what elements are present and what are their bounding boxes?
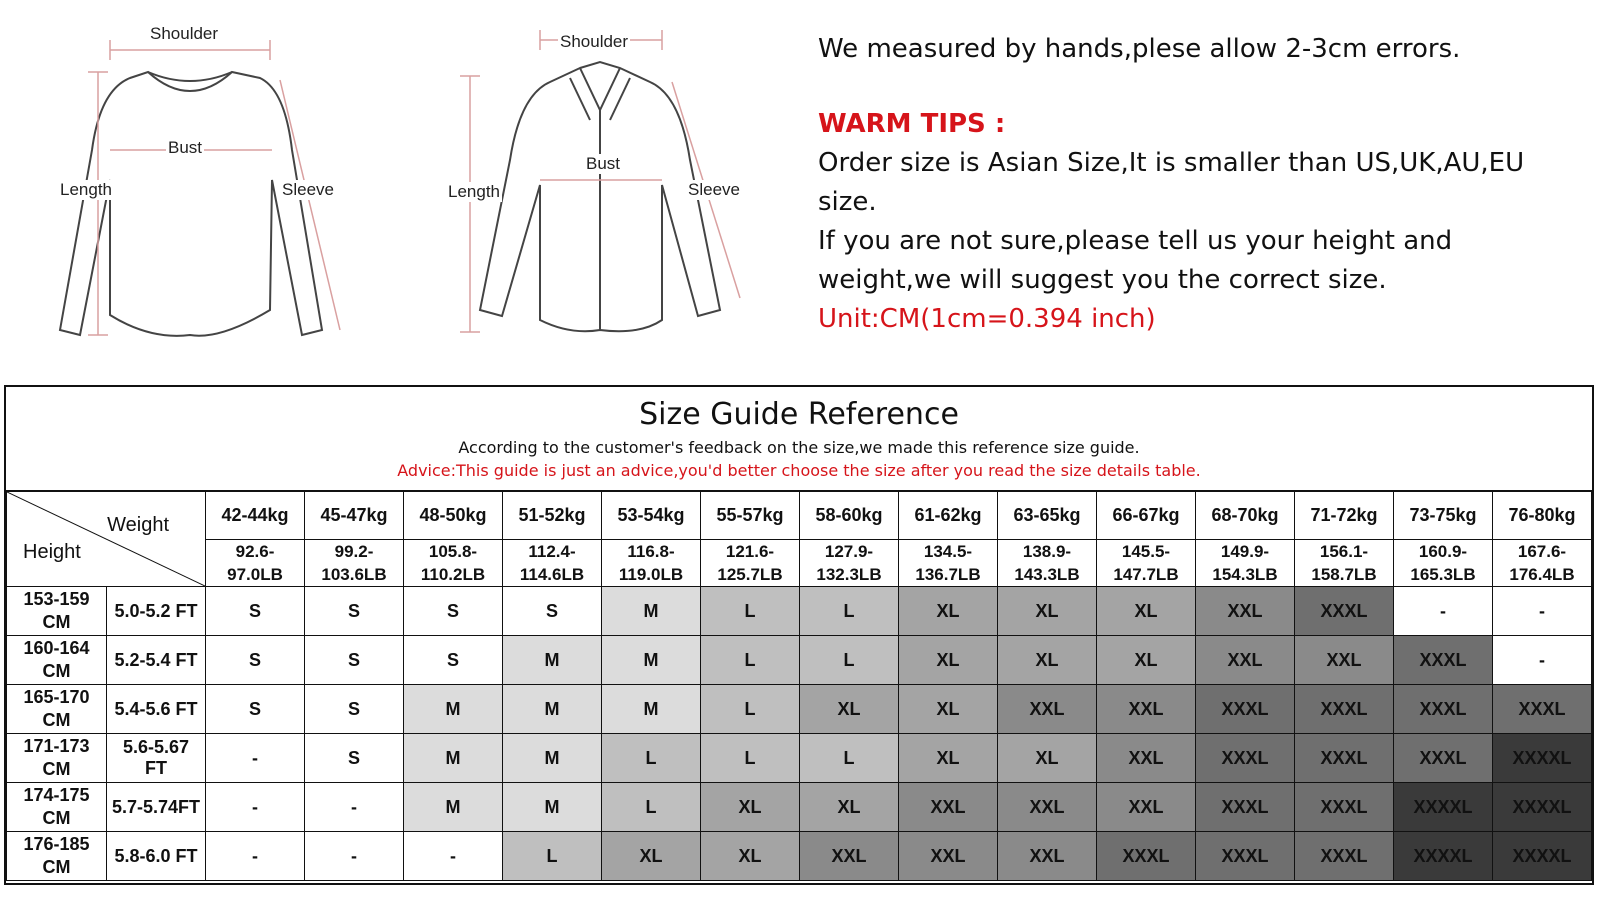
size-cell: L (701, 636, 800, 685)
size-cell: XL (998, 587, 1097, 636)
weight-lb-header: 121.6- 125.7LB (701, 540, 800, 587)
size-cell: XXL (1097, 685, 1196, 734)
size-cell: XXXL (1196, 685, 1295, 734)
size-cell: XXXL (1196, 783, 1295, 832)
size-cell: XXXL (1196, 832, 1295, 881)
asian-size-tip: Order size is Asian Size,It is smaller than US,UK,AU,EU size. (818, 148, 1525, 217)
size-cell: M (404, 685, 503, 734)
weight-lb-header: 145.5- 147.7LB (1097, 540, 1196, 587)
measurement-notes (818, 30, 1578, 339)
weight-kg-header: 61-62kg (899, 492, 998, 540)
size-cell: - (305, 832, 404, 881)
weight-lb-header: 167.6- 176.4LB (1493, 540, 1592, 587)
size-guide-title: Size Guide Reference (639, 397, 959, 432)
size-cell: XXXL (1295, 832, 1394, 881)
weight-lb-header: 156.1- 158.7LB (1295, 540, 1394, 587)
size-cell: - (1493, 587, 1592, 636)
size-cell: XXXL (1394, 734, 1493, 783)
weight-lb-header: 92.6- 97.0LB (206, 540, 305, 587)
size-cell: L (602, 734, 701, 783)
size-cell: XL (998, 734, 1097, 783)
size-cell: M (503, 685, 602, 734)
size-cell: XL (899, 734, 998, 783)
weight-kg-header: 66-67kg (1097, 492, 1196, 540)
weight-lb-header: 149.9- 154.3LB (1196, 540, 1295, 587)
height-cm-cell: 160-164 CM (7, 636, 107, 685)
unit-note: Unit:CM(1cm=0.394 inch) (818, 304, 1156, 334)
size-cell: L (800, 734, 899, 783)
size-cell: S (305, 636, 404, 685)
size-cell: L (503, 832, 602, 881)
size-cell: L (701, 734, 800, 783)
height-ft-cell: 5.4-5.6 FT (107, 685, 206, 734)
shirt-length-label: Length (448, 182, 500, 201)
size-cell: XL (998, 636, 1097, 685)
shirt-sleeve-label: Sleeve (688, 180, 740, 199)
tshirt-length-label: Length (60, 180, 112, 199)
size-cell: XXXXL (1394, 783, 1493, 832)
size-cell: XXXL (1295, 587, 1394, 636)
size-cell: XXL (899, 783, 998, 832)
table-row (7, 734, 1592, 783)
height-cm-cell: 171-173 CM (7, 734, 107, 783)
weight-kg-header: 48-50kg (404, 492, 503, 540)
weight-kg-header: 55-57kg (701, 492, 800, 540)
size-cell: XL (899, 685, 998, 734)
size-guide-advice: Advice:This guide is just an advice,you'd better choose the size after you read the size details table. (397, 461, 1201, 480)
size-cell: XXXL (1394, 685, 1493, 734)
size-grid-body (7, 587, 1592, 881)
size-cell: XL (602, 832, 701, 881)
weight-height-corner (7, 492, 206, 587)
weight-kg-header: 53-54kg (602, 492, 701, 540)
size-cell: - (206, 832, 305, 881)
size-cell: XXL (998, 832, 1097, 881)
size-cell: - (206, 783, 305, 832)
size-cell: XXXL (1295, 734, 1394, 783)
weight-lb-header: 116.8- 119.0LB (602, 540, 701, 587)
shirt-measurement-figure (440, 10, 780, 360)
size-cell: XL (1097, 636, 1196, 685)
size-cell: M (503, 783, 602, 832)
tshirt-sleeve-label: Sleeve (282, 180, 334, 199)
size-cell: L (602, 783, 701, 832)
size-cell: S (503, 587, 602, 636)
size-cell: M (404, 783, 503, 832)
size-cell: XXL (998, 783, 1097, 832)
size-cell: XXXXL (1493, 734, 1592, 783)
size-cell: XXXL (1295, 685, 1394, 734)
weight-kg-header: 73-75kg (1394, 492, 1493, 540)
weight-kg-header: 58-60kg (800, 492, 899, 540)
size-cell: XL (800, 685, 899, 734)
height-cm-cell: 153-159 CM (7, 587, 107, 636)
size-cell: XXXXL (1493, 832, 1592, 881)
size-cell: S (404, 587, 503, 636)
table-row (7, 685, 1592, 734)
size-cell: XXXXL (1493, 783, 1592, 832)
weight-lb-header: 99.2- 103.6LB (305, 540, 404, 587)
size-cell: - (1394, 587, 1493, 636)
size-cell: M (503, 636, 602, 685)
weight-kg-header: 76-80kg (1493, 492, 1592, 540)
size-guide-subtitle: According to the customer's feedback on the size,we made this reference size guide. (458, 438, 1140, 457)
tshirt-measurement-figure (40, 10, 380, 360)
table-row (7, 587, 1592, 636)
size-cell: S (206, 685, 305, 734)
size-cell: XXL (1196, 587, 1295, 636)
tshirt-shoulder-label: Shoulder (150, 24, 219, 43)
size-cell: - (305, 783, 404, 832)
size-cell: M (503, 734, 602, 783)
size-cell: S (206, 587, 305, 636)
weight-lb-header: 105.8- 110.2LB (404, 540, 503, 587)
table-row (7, 832, 1592, 881)
size-cell: XL (800, 783, 899, 832)
measurement-disclaimer: We measured by hands,plese allow 2-3cm errors. (818, 34, 1461, 64)
size-guide-header (6, 387, 1592, 491)
size-cell: XXL (1295, 636, 1394, 685)
weight-kg-header: 63-65kg (998, 492, 1097, 540)
height-cm-cell: 176-185 CM (7, 832, 107, 881)
size-cell: L (800, 636, 899, 685)
weight-kg-header: 42-44kg (206, 492, 305, 540)
size-cell: L (701, 587, 800, 636)
weight-axis-label: Weight (107, 514, 169, 536)
weight-kg-header: 45-47kg (305, 492, 404, 540)
suggestion-tip: If you are not sure,please tell us your height and weight,we will suggest you the correct size. (818, 226, 1453, 295)
size-grid (6, 491, 1592, 881)
size-cell: XXXXL (1394, 832, 1493, 881)
size-cell: L (701, 685, 800, 734)
weight-lb-header: 127.9- 132.3LB (800, 540, 899, 587)
table-row (7, 636, 1592, 685)
size-cell: S (206, 636, 305, 685)
size-guide-table (4, 385, 1594, 885)
size-cell: XXL (1196, 636, 1295, 685)
size-cell: S (404, 636, 503, 685)
size-cell: L (800, 587, 899, 636)
size-cell: - (1493, 636, 1592, 685)
weight-lb-row (7, 540, 1592, 587)
height-cm-cell: 165-170 CM (7, 685, 107, 734)
size-cell: M (602, 636, 701, 685)
size-cell: XL (899, 587, 998, 636)
size-cell: XXXL (1196, 734, 1295, 783)
height-ft-cell: 5.0-5.2 FT (107, 587, 206, 636)
size-cell: XXXL (1493, 685, 1592, 734)
table-row (7, 783, 1592, 832)
size-cell: M (404, 734, 503, 783)
shirt-bust-label: Bust (586, 154, 621, 173)
size-cell: XXL (998, 685, 1097, 734)
weight-kg-header: 51-52kg (503, 492, 602, 540)
size-cell: - (206, 734, 305, 783)
size-cell: M (602, 587, 701, 636)
height-ft-cell: 5.2-5.4 FT (107, 636, 206, 685)
size-cell: XXL (899, 832, 998, 881)
height-ft-cell: 5.8-6.0 FT (107, 832, 206, 881)
weight-kg-header: 68-70kg (1196, 492, 1295, 540)
size-cell: XXXL (1097, 832, 1196, 881)
size-cell: XXL (800, 832, 899, 881)
weight-lb-header: 138.9- 143.3LB (998, 540, 1097, 587)
warm-tips-title: WARM TIPS : (818, 109, 1006, 139)
size-cell: XXL (1097, 783, 1196, 832)
size-cell: S (305, 587, 404, 636)
weight-lb-header: 134.5- 136.7LB (899, 540, 998, 587)
diagonal-divider-icon (7, 492, 205, 586)
size-cell: XL (1097, 587, 1196, 636)
size-cell: XL (701, 783, 800, 832)
height-ft-cell: 5.6-5.67 FT (107, 734, 206, 783)
size-cell: XXXL (1295, 783, 1394, 832)
size-cell: S (305, 685, 404, 734)
weight-kg-row (7, 492, 1592, 540)
weight-lb-header: 160.9- 165.3LB (1394, 540, 1493, 587)
shirt-shoulder-label: Shoulder (560, 32, 629, 51)
size-cell: - (404, 832, 503, 881)
tshirt-bust-label: Bust (168, 138, 203, 157)
height-cm-cell: 174-175 CM (7, 783, 107, 832)
size-cell: S (305, 734, 404, 783)
size-cell: XL (899, 636, 998, 685)
height-ft-cell: 5.7-5.74FT (107, 783, 206, 832)
size-cell: M (602, 685, 701, 734)
size-cell: XXXL (1394, 636, 1493, 685)
weight-lb-header: 112.4- 114.6LB (503, 540, 602, 587)
size-cell: XXL (1097, 734, 1196, 783)
weight-kg-header: 71-72kg (1295, 492, 1394, 540)
size-cell: XL (701, 832, 800, 881)
height-axis-label: Height (23, 541, 81, 563)
